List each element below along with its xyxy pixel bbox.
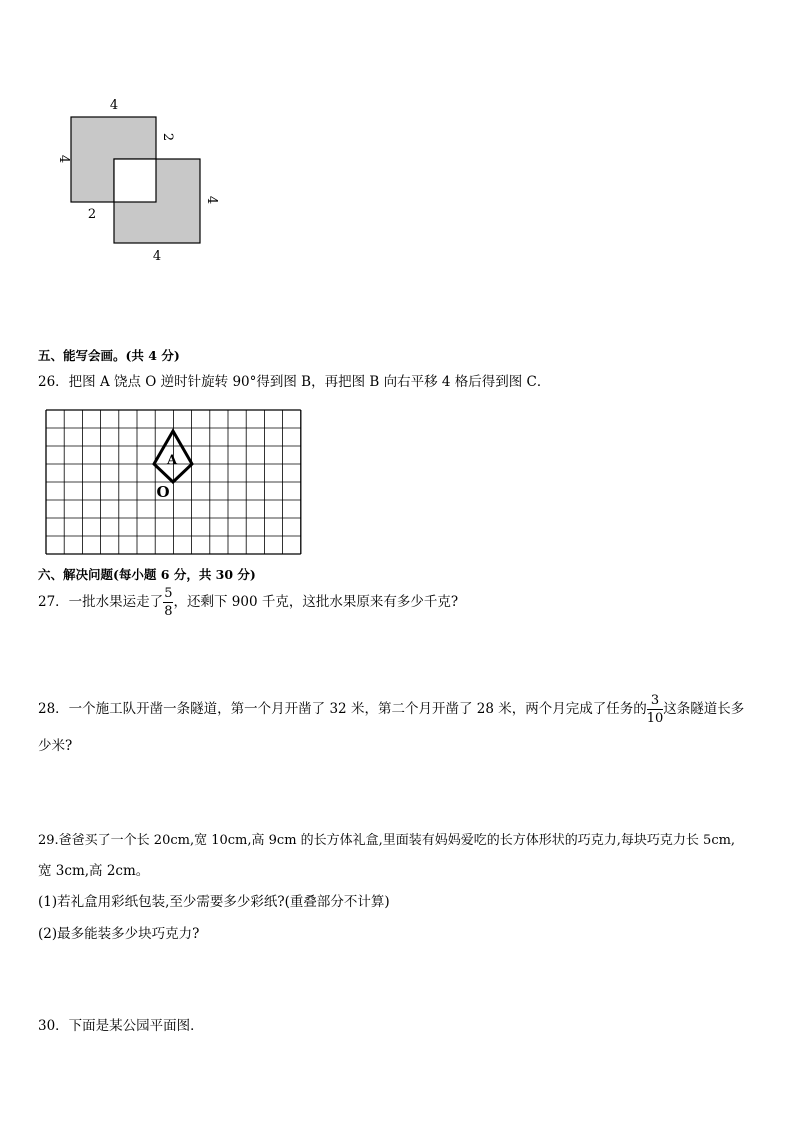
question-29-line2: 宽 3cm,高 2cm。 <box>38 863 150 879</box>
question-28-line2: 少米? <box>38 738 73 754</box>
question-29-sub2: (2)最多能装多少块巧克力? <box>38 926 200 942</box>
question-30: 30．下面是某公园平面图． <box>38 1018 204 1034</box>
label-bottom: 4 <box>152 249 162 264</box>
question-26: 26．把图 A 饶点 O 逆时针旋转 90°得到图 B，再把图 B 向右平移 4 格后得到图 C． <box>38 374 551 390</box>
q27-fraction-denominator: 8 <box>164 604 173 619</box>
q28-fraction <box>647 694 664 725</box>
q28-fraction-numerator: 3 <box>647 694 664 710</box>
question-29-line1: 29.爸爸买了一个长 20cm,宽 10cm,高 9cm 的长方体礼盒,里面装有妈妈爱吃的长方体形状的巧克力,每块巧克力长 5cm, <box>38 833 736 848</box>
overlap-hole <box>114 159 156 202</box>
q27-text-after: ，还剩下 900 千克，这批水果原来有多少千克? <box>173 593 459 610</box>
section5-heading: 五、能写会画。(共 4 分) <box>38 348 180 363</box>
overlapping-squares-figure <box>40 90 240 270</box>
section6-heading: 六、解决问题(每小题 6 分，共 30 分) <box>38 567 256 582</box>
label-upper-right: 2 <box>160 132 175 142</box>
q27-fraction-numerator: 5 <box>164 586 173 601</box>
q27-fraction <box>163 587 173 618</box>
label-left: 4 <box>56 154 71 164</box>
q27-text-before: 27．一批水果运走了 <box>38 593 164 610</box>
label-right: 4 <box>204 195 219 205</box>
shape-a-label: A <box>166 453 178 468</box>
q28-fraction-denominator: 10 <box>646 711 664 726</box>
q28-text-after: 这条隧道长多 <box>663 700 745 717</box>
label-top: 4 <box>109 98 119 113</box>
rotation-grid <box>44 408 302 556</box>
question-29-sub1: (1)若礼盒用彩纸包装,至少需要多少彩纸?(重叠部分不计算) <box>38 894 390 910</box>
q28-text-before: 28．一个施工队开凿一条隧道，第一个月开凿了 32 米，第二个月开凿了 28 米，两个月完成了任务的 <box>38 700 647 717</box>
question-27 <box>38 587 458 618</box>
question-28 <box>38 694 744 725</box>
point-o-label: O <box>156 483 170 501</box>
label-lower-left: 2 <box>87 207 97 222</box>
